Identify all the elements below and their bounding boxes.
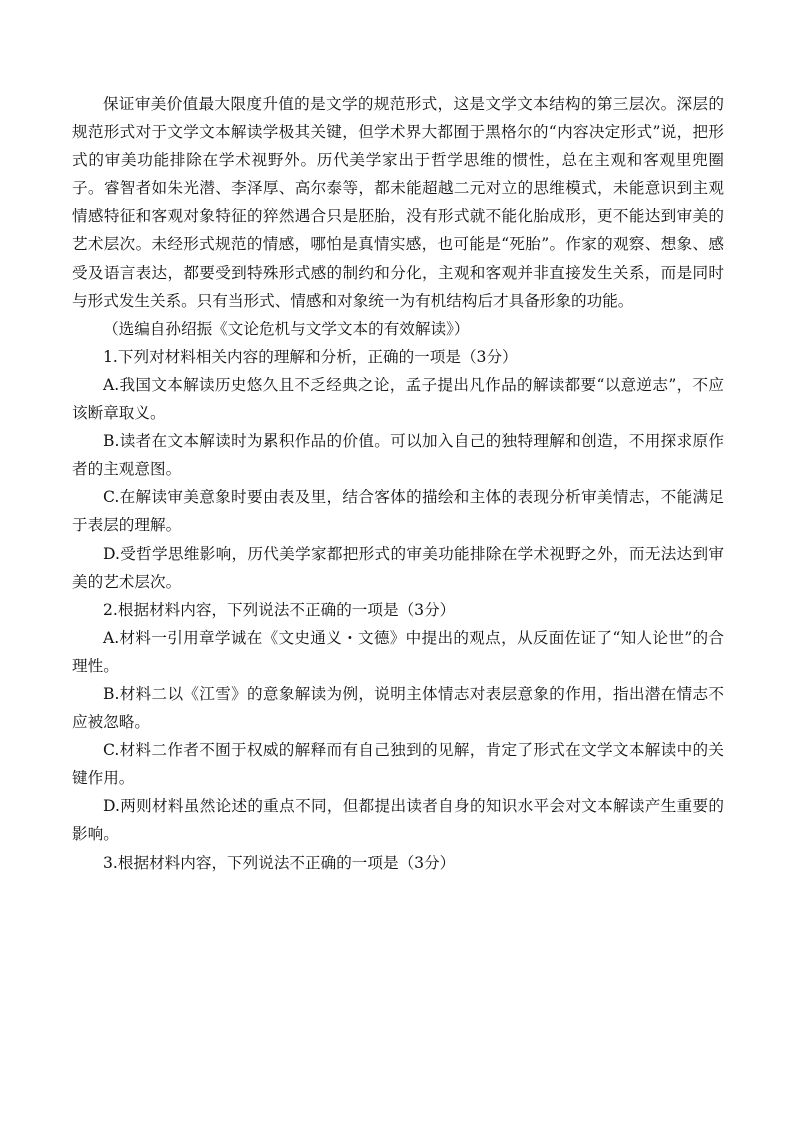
- question-2-option-a: A.材料一引用章学诚在《文史通义・文德》中提出的观点，从反面佐证了“知人论世”的合理性。: [72, 628, 724, 675]
- question-2-option-b: B.材料二以《江雪》的意象解读为例，说明主体情志对表层意象的作用，指出潜在情志不应被忽略。: [72, 684, 724, 732]
- question-1-option-c: C.在解读审美意象时要由表及里，结合客体的描绘和主体的表现分析审美情志，不能满足于表层的理解。: [72, 488, 724, 535]
- question-1-option-d: D.受哲学思维影响，历代美学家都把形式的审美功能排除在学术视野之外，而无法达到审美的艺术层次。: [72, 544, 724, 591]
- question-1-option-a: A.我国文本解读历史悠久且不乏经典之论，孟子提出凡作品的解读都要“以意逆志”，不应该断章取义。: [72, 375, 724, 423]
- question-1-option-b: B.读者在文本解读时为累积作品的价值。可以加入自己的独特理解和创造，不用探求原作者的主观意图。: [72, 432, 724, 479]
- passage-paragraph: 保证审美价值最大限度升值的是文学的规范形式，这是文学文本结构的第三层次。深层的规范形式对于文学文本解读学极其关键，但学术界大都囿于黑格尔的“内容决定形式”说，把形式的审美功能排除在学术视野外。历代美学家出于哲学思维的惯性，总在主观和客观里兜圈子。睿智者如朱光潜、李泽厚、高尔泰等，都未能超越二元对立的思维模式，未能意识到主观情感特征和客观对象特征的猝然遇合只是胚胎，没有形式就不能化胎成形，更不能达到审美的艺术层次。未经形式规范的情感，哪怕是真情实感，也可能是“死胎”。作家的观察、想象、感受及语言表达，都要受到特殊形式感的制约和分化，主观和客观并非直接发生关系，而是同时与形式发生关系。只有当形式、情感和对象统一为有机结构后才具备形象的功能。: [72, 95, 724, 310]
- question-3-stem: 3.根据材料内容，下列说法不正确的一项是（3分）: [103, 853, 456, 872]
- document-page: [72, 90, 724, 877]
- question-2-option-c: C.材料二作者不囿于权威的解释而有自己独到的见解，肯定了形式在文学文本解读中的关键作用。: [72, 741, 724, 788]
- question-2-option-d: D.两则材料虽然论述的重点不同，但都提出读者自身的知识水平会对文本解读产生重要的影响。: [72, 797, 724, 844]
- question-1-stem: 1.下列对材料相关内容的理解和分析，正确的一项是（3分）: [103, 347, 518, 366]
- passage-source: （选编自孙绍振《文论危机与文学文本的有效解读》）: [103, 319, 470, 338]
- question-2-stem: 2.根据材料内容，下列说法不正确的一项是（3分）: [103, 600, 456, 619]
